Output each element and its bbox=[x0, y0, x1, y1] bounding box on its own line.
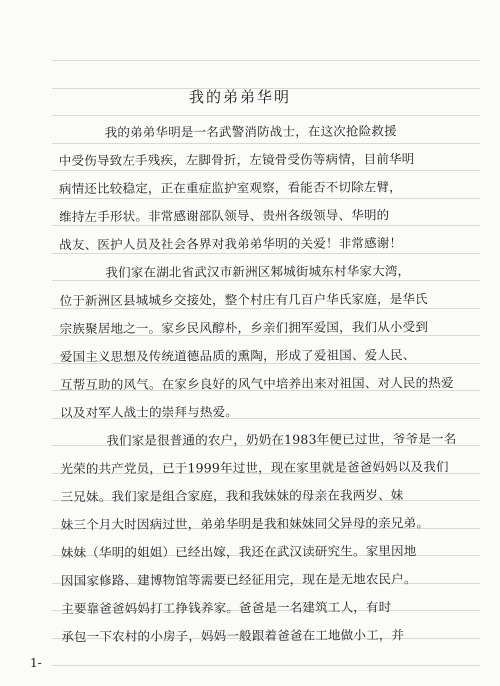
ruled-line bbox=[52, 115, 480, 116]
page-number: 1- bbox=[30, 656, 42, 670]
ruled-line bbox=[52, 665, 480, 666]
text-line: 位于新洲区县城城乡交接处，整个村庄有几百户华氏家庭，是华氏 bbox=[59, 291, 428, 309]
text-line: 以及对军人战士的崇拜与热爱。 bbox=[60, 404, 238, 421]
text-line: 中受伤导致左手残疾，左脚骨折，左镜骨受伤等病情，目前华明 bbox=[58, 151, 415, 169]
text-line: 光荣的共产党员，已于1999年过世，现在家里就是爸爸妈妈以及我们 bbox=[60, 459, 449, 477]
document-title: 我的弟弟华明 bbox=[188, 88, 291, 106]
text-line: 我们家在湖北省武汉市新洲区邾城街城东村华家大湾， bbox=[105, 263, 411, 280]
ruled-line bbox=[52, 60, 480, 61]
text-line: 战友、医护人员及社会各界对我弟弟华明的关爱！非常感谢！ bbox=[59, 235, 403, 253]
text-line: 妹妹（华明的姐姐）已经出嫁，我还在武汉读研究生。家里因地 bbox=[60, 543, 417, 561]
text-line: 维持左手形状。非常感谢部队领导、贵州各级领导、华明的 bbox=[59, 207, 390, 225]
text-line: 因国家修路、建博物馆等需要已经征用完，现在是无地农民户。 bbox=[60, 571, 417, 589]
text-line: 互帮互助的风气。在家乡良好的风气中培养出来对祖国、对人民的热爱 bbox=[59, 375, 454, 393]
text-line: 主要靠爸爸妈妈打工挣钱养家。爸爸是一名建筑工人，有时 bbox=[61, 599, 392, 617]
text-line: 我们家是很普通的农户，奶奶在1983年便已过世，爷爷是一名 bbox=[106, 431, 457, 448]
text-line: 爱国主义思想及传统道德品质的熏陶，形成了爱祖国、爱人民、 bbox=[59, 347, 416, 365]
document-body bbox=[59, 117, 474, 651]
text-line: 妹三个月大时因病过世，弟弟华明是我和妹妹同父异母的亲兄弟。 bbox=[60, 515, 430, 533]
text-line: 三兄妹。我们家是组合家庭，我和我妹妹的母亲在我两岁、妹 bbox=[60, 487, 404, 505]
text-line: 宗族聚居地之一。家乡民风醇朴，乡亲们拥军爱国，我们从小受到 bbox=[59, 319, 429, 337]
text-line: 承包一下农村的小房子，妈妈一般跟着爸爸在工地做小工，并 bbox=[61, 627, 405, 645]
text-line: 病情还比较稳定，正在重症监护室观察，看能否不切除左臂， bbox=[58, 179, 402, 197]
text-line: 我的弟弟华明是一名武警消防战士，在这次抢险救援 bbox=[104, 123, 397, 140]
